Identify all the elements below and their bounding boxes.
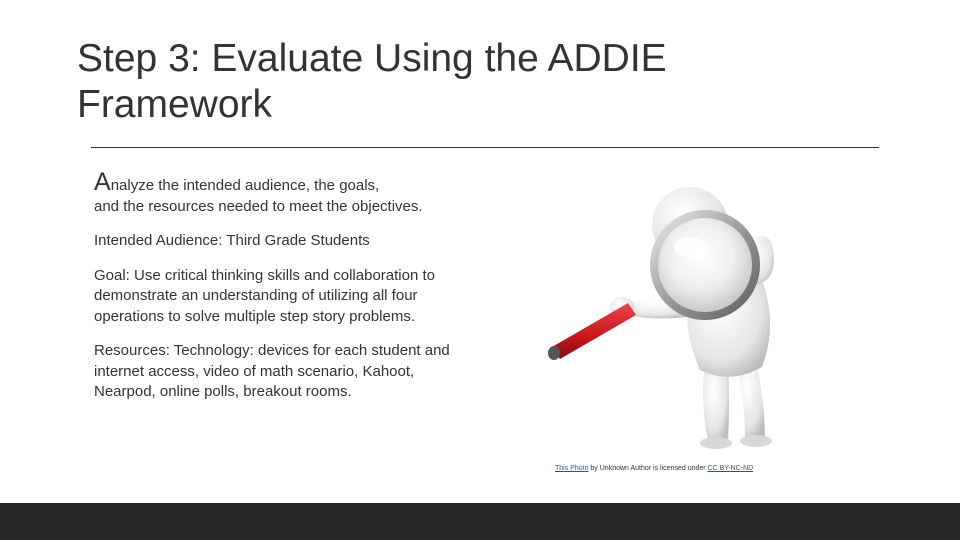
image-caption bbox=[555, 465, 753, 472]
goal-paragraph: Goal: Use critical thinking skills and collaboration to demonstrate an understanding of utilizing all four operations to solve multiple step story problems. bbox=[94, 266, 435, 325]
footer-bar bbox=[0, 503, 960, 540]
caption-text: by Unknown Author is licensed under bbox=[588, 465, 708, 472]
audience-paragraph: Intended Audience: Third Grade Students bbox=[94, 232, 370, 249]
magnifier-figure-icon bbox=[540, 185, 800, 455]
analyze-text: and the resources needed to meet the objectives. bbox=[94, 197, 423, 215]
slide-title: Step 3: Evaluate Using the ADDIE Framework bbox=[77, 37, 667, 126]
title-divider bbox=[91, 147, 879, 148]
license-link[interactable]: CC BY-NC-ND bbox=[707, 465, 754, 472]
drop-cap: A bbox=[94, 168, 111, 196]
resources-paragraph: Resources: Technology: devices for each student and internet access, video of math scenario, Kahoot, Nearpod, online polls, breakout rooms. bbox=[94, 342, 450, 400]
photo-link[interactable]: This Photo bbox=[555, 465, 589, 472]
slide-body bbox=[94, 168, 454, 417]
analyze-paragraph bbox=[94, 168, 454, 217]
analyze-first-line: nalyze the intended audience, the goals, bbox=[110, 177, 380, 194]
